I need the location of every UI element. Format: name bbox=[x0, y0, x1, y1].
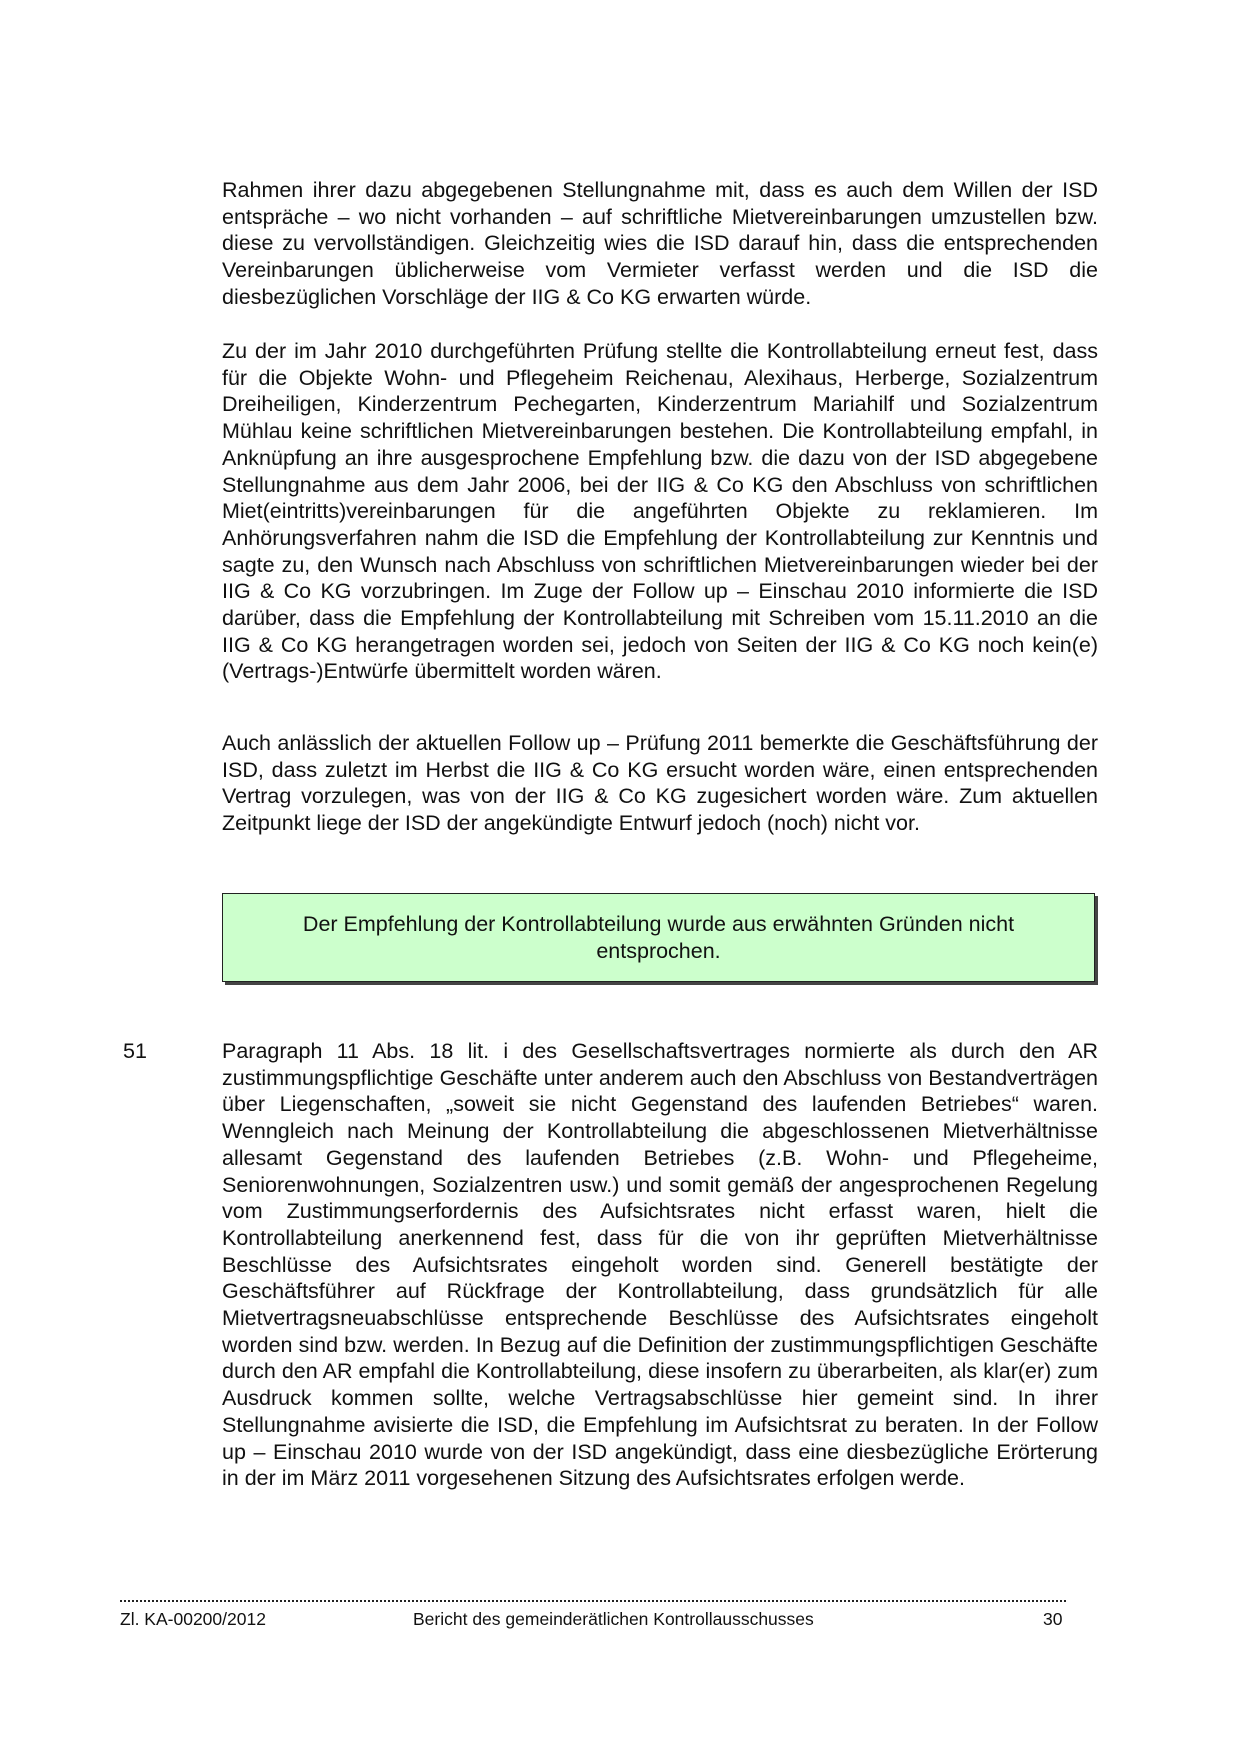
footer-reference: Zl. KA-00200/2012 bbox=[120, 1609, 266, 1629]
paragraph-follow-up-2011: Auch anlässlich der aktuellen Follow up – Prüfung 2011 bemerkte die Geschäftsführung der ISD, dass zuletzt im Herbst die IIG & Co KG ersucht worden wäre, einen entsprechenden Vertrag vorzulegen, was von der IIG & Co KG zugesichert worden wäre. Zum aktuellen Zeitpunkt liege der ISD der angekündigte Entwurf jedoch (noch) nicht vor. bbox=[222, 731, 1098, 836]
recommendation-summary-box bbox=[222, 893, 1095, 982]
recommendation-summary-text: Der Empfehlung der Kontrollabteilung wurde aus erwähnten Gründen nicht entsprochen. bbox=[302, 911, 1015, 963]
footer-divider bbox=[120, 1600, 1066, 1602]
section-number: 51 bbox=[123, 1039, 147, 1063]
footer-report-title: Bericht des gemeinderätlichen Kontrollausschusses bbox=[413, 1609, 814, 1629]
footer-page-number: 30 bbox=[1043, 1609, 1063, 1629]
paragraph-section-51: Paragraph 11 Abs. 18 lit. i des Gesellschaftsvertrages normierte als durch den AR zustimmungspflichtige Geschäfte unter anderem auch den Abschluss von Bestandverträgen über Liegenschaften, „soweit sie nicht Gegenstand des laufenden Betriebes“ waren. Wenngleich nach Meinung der Kontrollabteilung die abgeschlossenen Mietverhältnisse allesamt Gegenstand des laufenden Betriebes (z.B. Wohn- und Pflegeheime, Seniorenwohnungen, Sozialzentren usw.) und somit gemäß der angesprochenen Regelung vom Zustimmungserfordernis des Aufsichtsrates nicht erfasst waren, hielt die Kontrollabteilung anerkennend fest, dass für die von ihr geprüften Mietverhältnisse Beschlüsse des Aufsichtsrates eingeholt worden sind. Generell bestätigte der Geschäftsführer auf Rückfrage der Kontrollabteilung, dass grundsätzlich für alle Mietvertragsneuabschlüsse entsprechende Beschlüsse des Aufsichtsrates eingeholt worden sind bzw. werden. In Bezug auf die Definition der zustimmungspflichtigen Geschäfte durch den AR empfahl die Kontrollabteilung, diese insofern zu überarbeiten, als klar(er) zum Ausdruck kommen sollte, welche Vertragsabschlüsse hier gemeint sind. In ihrer Stellungnahme avisierte die ISD, die Empfehlung im Aufsichtsrat zu beraten. In der Follow up – Einschau 2010 wurde von der ISD angekündigt, dass eine diesbezügliche Erörterung in der im März 2011 vorgesehenen Sitzung des Aufsichtsrates erfolgen werde. bbox=[222, 1039, 1098, 1491]
paragraph-audit-2010: Zu der im Jahr 2010 durchgeführten Prüfung stellte die Kontrollabteilung erneut fest, dass für die Objekte Wohn- und Pflegeheim Reichenau, Alexihaus, Herberge, Sozialzentrum Dreiheiligen, Kinderzentrum Pechegarten, Kinderzentrum Mariahilf und Sozialzentrum Mühlau keine schriftlichen Mietvereinbarungen bestehen. Die Kontrollabteilung empfahl, in Anknüpfung an ihre ausgesprochene Empfehlung bzw. die dazu von der ISD abgegebene Stellungnahme aus dem Jahr 2006, bei der IIG & Co KG den Abschluss von schriftlichen Miet(eintritts)vereinbarungen für die angeführten Objekte zu reklamieren. Im Anhörungsverfahren nahm die ISD die Empfehlung der Kontrollabteilung zur Kenntnis und sagte zu, den Wunsch nach Abschluss von schriftlichen Mietvereinbarungen wieder bei der IIG & Co KG vorzubringen. Im Zuge der Follow up – Einschau 2010 informierte die ISD darüber, dass die Empfehlung der Kontrollabteilung mit Schreiben vom 15.11.2010 an die IIG & Co KG herangetragen worden sei, jedoch von Seiten der IIG & Co KG noch kein(e) (Vertrags-)Entwürfe übermittelt worden wären. bbox=[222, 339, 1098, 684]
paragraph-isd-statement: Rahmen ihrer dazu abgegebenen Stellungnahme mit, dass es auch dem Willen der ISD entspräche – wo nicht vorhanden – auf schriftliche Mietvereinbarungen umzustellen bzw. diese zu vervollständigen. Gleichzeitig wies die ISD darauf hin, dass die entsprechenden Vereinbarungen üblicherweise vom Vermieter verfasst werden und die ISD die diesbezüglichen Vorschläge der IIG & Co KG erwarten würde. bbox=[222, 178, 1098, 309]
